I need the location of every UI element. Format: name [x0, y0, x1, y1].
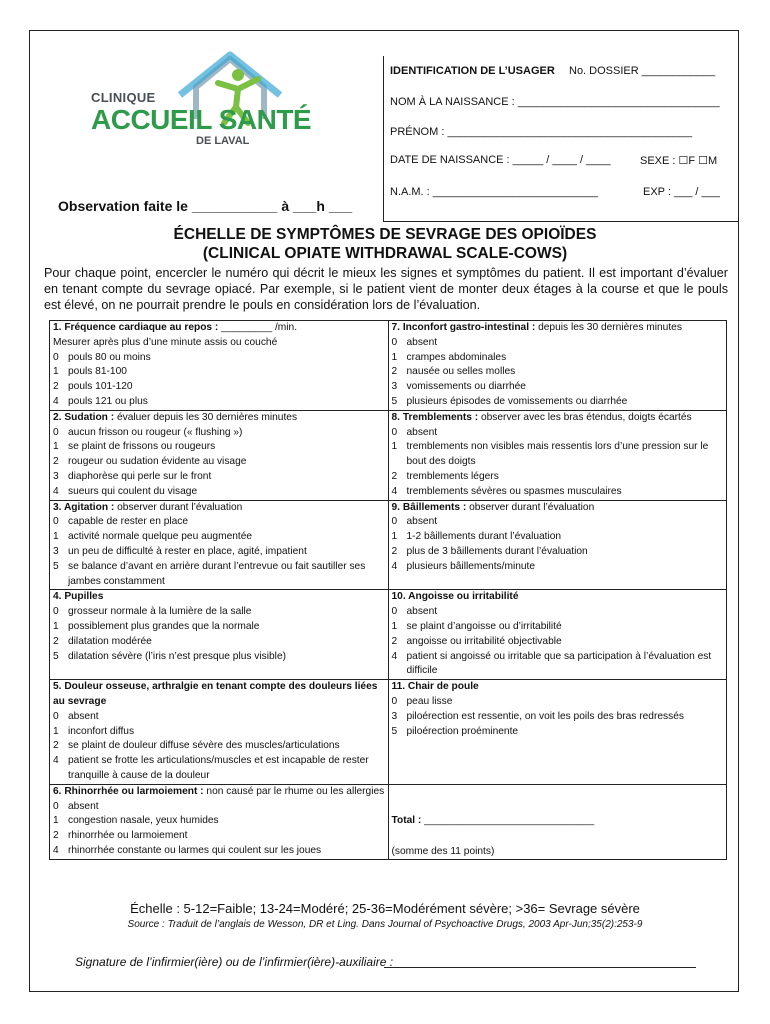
item-heading-text: évaluer depuis les 30 dernières minutes — [114, 411, 298, 423]
table-row — [50, 500, 727, 590]
score-option[interactable] — [53, 365, 385, 380]
score-description: congestion nasale, yeux humides — [68, 815, 219, 827]
score-number: 0 — [391, 336, 398, 348]
score-number: 1 — [391, 441, 398, 453]
score-number: 2 — [53, 830, 59, 842]
scale-item-cell — [50, 590, 389, 680]
score-option[interactable] — [392, 650, 724, 680]
logo-line3: DE LAVAL — [196, 135, 250, 147]
score-description: se balance d’avant en arrière durant l’entrevue ou fait sautiller ses jambes constamment — [68, 560, 366, 587]
score-number: 0 — [391, 606, 398, 618]
score-number: 0 — [53, 426, 59, 438]
score-option[interactable] — [53, 455, 385, 470]
score-description: pouls 121 ou plus — [68, 395, 148, 407]
score-description: crampes abdominales — [406, 351, 507, 363]
item-heading-bold: 11. Chair de poule — [391, 681, 479, 693]
score-number: 0 — [53, 800, 59, 812]
item-subtext: Mesurer après plus d’une minute assis ou couché — [53, 336, 278, 348]
score-description: inconfort diffus — [68, 725, 135, 737]
score-option[interactable] — [392, 620, 724, 635]
score-description: nausée ou selles molles — [406, 366, 516, 378]
score-option[interactable] — [53, 844, 385, 859]
score-option[interactable] — [392, 336, 724, 351]
score-option[interactable] — [53, 440, 385, 455]
score-option[interactable] — [53, 650, 385, 665]
score-option[interactable] — [392, 515, 724, 530]
identification-panel — [383, 56, 739, 222]
date-naissance-field[interactable]: DATE DE NAISSANCE : _____ / ____ / ____ — [390, 154, 611, 166]
scale-legend: Échelle : 5-12=Faible; 13-24=Modéré; 25-36=Modérément sévère; >36= Sevrage sévère — [130, 901, 640, 916]
item-heading-text: _________ /min. — [218, 322, 298, 333]
item-heading-bold: 10. Angoisse ou irritabilité — [391, 591, 519, 603]
item-heading — [392, 321, 724, 336]
score-description: tremblements sévères ou spasmes musculaires — [406, 485, 622, 497]
page-title: ÉCHELLE DE SYMPTÔMES DE SEVRAGE DES OPIOÏDES — [173, 226, 597, 243]
score-description: peau lisse — [406, 695, 453, 707]
score-option[interactable] — [392, 395, 724, 410]
item-heading-text: observer durant l’évaluation — [114, 501, 243, 513]
score-number: 4 — [53, 395, 59, 407]
logo-line1: CLINIQUE — [91, 90, 156, 105]
score-description: absent — [406, 516, 438, 528]
score-option[interactable] — [53, 754, 385, 784]
score-number: 1 — [391, 531, 398, 543]
score-option[interactable] — [53, 395, 385, 410]
score-option[interactable] — [53, 739, 385, 754]
score-description: rougeur ou sudation évidente au visage — [68, 456, 247, 468]
page-subtitle: (CLINICAL OPIATE WITHDRAWAL SCALE-COWS) — [202, 245, 568, 262]
item-heading-bold: 4. Pupilles — [53, 591, 104, 603]
signature-label: Signature de l’infirmier(ière) ou de l’infirmier(ière)-auxiliaire : — [75, 955, 394, 969]
score-number: 4 — [53, 755, 59, 767]
table-row — [50, 680, 727, 785]
item-heading-bold: 8. Tremblements : — [391, 411, 479, 423]
score-description: patient si angoissé ou irritable que sa participation à l’évaluation est difficile — [406, 650, 712, 677]
item-heading-bold: 5. Douleur osseuse, arthralgie en tenant compte des douleurs liées au sevrage — [53, 681, 378, 707]
score-number: 3 — [391, 381, 398, 393]
score-option[interactable] — [53, 545, 385, 560]
score-number: 0 — [53, 516, 59, 528]
score-option[interactable] — [53, 426, 385, 441]
score-description: dilatation modérée — [68, 635, 152, 647]
score-description: grosseur normale à la lumière de la salle — [68, 606, 252, 618]
score-number: 2 — [53, 740, 59, 752]
score-option[interactable] — [392, 440, 724, 470]
score-number: 2 — [53, 381, 59, 393]
score-number: 5 — [53, 560, 59, 572]
score-option[interactable] — [392, 710, 724, 725]
score-number: 1 — [53, 441, 59, 453]
score-option[interactable] — [53, 620, 385, 635]
total-spacer — [392, 829, 724, 845]
scale-item-cell — [50, 410, 389, 500]
score-number: 4 — [391, 560, 398, 572]
score-option[interactable] — [53, 485, 385, 500]
score-description: piloérection est ressentie, on voit les poils des bras redressés — [406, 710, 684, 722]
exp-field[interactable]: EXP : ___ / ___ — [643, 186, 720, 198]
score-description: aucun frisson ou rougeur (« flushing ») — [68, 426, 243, 438]
item-heading-bold: 9. Bâillements : — [391, 501, 467, 513]
score-option[interactable] — [53, 800, 385, 815]
total-spacer — [392, 785, 724, 814]
signature-line[interactable] — [384, 967, 696, 968]
score-number: 1 — [53, 620, 59, 632]
instructions-text: Pour chaque point, encercler le numéro qui décrit le mieux les signes et symptômes du patient. Il est important d’évaluer en tenant compte du sevrage opiacé. Par exemple, si le patient vient de monter deux étages à la course et que le pouls est élevé, on ne pourrait prendre le pouls en considération lors de l’évaluation. — [44, 266, 728, 312]
table-row — [50, 321, 727, 411]
sexe-field[interactable]: SEXE : ☐F ☐M — [640, 155, 718, 167]
score-number: 1 — [53, 725, 59, 737]
score-number: 3 — [53, 545, 59, 557]
score-description: diaphorèse qui perle sur le front — [68, 470, 212, 482]
item-heading-text: observer avec les bras étendus, doigts écartés — [478, 411, 692, 423]
total-row — [392, 814, 724, 829]
score-number: 1 — [53, 531, 59, 543]
score-description: 1-2 bâillements durant l’évaluation — [406, 531, 562, 543]
item-heading — [53, 411, 385, 426]
score-option[interactable] — [392, 365, 724, 380]
item-heading — [53, 501, 385, 516]
score-description: plus de 3 bâillements durant l’évaluation — [406, 545, 588, 557]
score-number: 3 — [391, 710, 398, 722]
score-number: 0 — [391, 516, 398, 528]
score-option[interactable] — [53, 635, 385, 650]
score-description: se plaint de frissons ou rougeurs — [68, 441, 216, 453]
score-number: 3 — [53, 470, 59, 482]
item-heading-bold: 7. Inconfort gastro-intestinal : — [391, 322, 536, 333]
score-number: 1 — [391, 351, 398, 363]
score-description: pouls 80 ou moins — [68, 351, 151, 363]
score-description: vomissements ou diarrhée — [406, 381, 526, 393]
scale-item-cell — [388, 784, 727, 860]
score-option[interactable] — [392, 605, 724, 620]
table-row — [50, 410, 727, 500]
score-option[interactable] — [53, 515, 385, 530]
score-description: se plaint d’angoisse ou d’irritabilité — [406, 620, 562, 632]
score-option[interactable] — [392, 470, 724, 485]
score-option[interactable] — [392, 380, 724, 395]
item-heading — [392, 501, 724, 516]
score-description: un peu de difficulté à rester en place, agité, impatient — [68, 545, 307, 557]
score-option[interactable] — [392, 485, 724, 500]
score-option[interactable] — [53, 829, 385, 844]
score-number: 0 — [53, 606, 59, 618]
score-description: absent — [406, 606, 438, 618]
score-description: se plaint de douleur diffuse sévère des muscles/articulations — [68, 740, 340, 752]
score-number: 0 — [53, 710, 59, 722]
score-option[interactable] — [53, 530, 385, 545]
score-description: rhinorrhée ou larmoiement — [68, 830, 188, 842]
item-heading-text: observer durant l’évaluation — [466, 501, 595, 513]
score-number: 5 — [53, 650, 59, 662]
score-description: pouls 81-100 — [68, 366, 127, 378]
score-number: 2 — [53, 635, 59, 647]
score-option[interactable] — [392, 695, 724, 710]
source-citation: Source : Traduit de l’anglais de Wesson, DR et Ling. Dans Journal of Psychoactive Drugs, 2003 Apr-Jun;35(2):253-9 — [127, 919, 643, 930]
score-description: capable de rester en place — [68, 516, 189, 528]
item-heading — [392, 590, 724, 605]
score-option[interactable] — [53, 710, 385, 725]
score-option[interactable] — [392, 635, 724, 650]
score-description: dilatation sévère (l’iris n’est presque plus visible) — [68, 650, 286, 662]
total-note: (somme des 11 points) — [391, 845, 495, 857]
item-heading — [392, 680, 724, 695]
score-option[interactable] — [53, 560, 385, 590]
score-number: 0 — [53, 351, 59, 363]
logo-line2: ACCUEIL SANTÉ — [91, 104, 312, 135]
score-option[interactable] — [392, 560, 724, 575]
score-description: plusieurs bâillements/minute — [406, 560, 536, 572]
score-description: rhinorrhée constante ou larmes qui coulent sur les joues — [68, 844, 322, 856]
score-option[interactable] — [53, 814, 385, 829]
nom-field[interactable]: NOM À LA NAISSANCE : _________________________________ — [390, 96, 720, 108]
score-number: 2 — [391, 635, 398, 647]
score-number: 5 — [391, 395, 398, 407]
item-heading-bold: 1. Fréquence cardiaque au repos : — [53, 322, 219, 333]
score-number: 0 — [391, 426, 398, 438]
item-heading-text: non causé par le rhume ou les allergies — [203, 785, 385, 797]
scale-item-cell — [50, 784, 389, 860]
scale-item-cell — [50, 680, 389, 785]
item-heading-bold: 6. Rhinorrhée ou larmoiement : — [53, 785, 204, 797]
score-option[interactable] — [392, 530, 724, 545]
dossier-field[interactable]: No. DOSSIER ____________ — [569, 65, 716, 77]
score-number: 1 — [53, 815, 59, 827]
item-heading — [53, 590, 385, 605]
score-description: piloérection proéminente — [406, 725, 519, 737]
score-description: absent — [68, 800, 99, 812]
total-label: Total : — [391, 814, 422, 826]
score-option[interactable] — [53, 725, 385, 740]
score-description: patient se frotte les articulations/muscles et est incapable de rester tranquille à cause de la douleur — [68, 755, 369, 781]
score-description: pouls 101-120 — [68, 381, 133, 393]
score-description: absent — [406, 336, 438, 348]
score-number: 1 — [53, 366, 59, 378]
score-description: possiblement plus grandes que la normale — [68, 620, 260, 632]
score-description: absent — [406, 426, 438, 438]
table-row — [50, 590, 727, 680]
scale-item-cell — [50, 321, 389, 411]
identification-title: IDENTIFICATION DE L’USAGER — [390, 65, 555, 77]
score-description: tremblements non visibles mais ressentis lors d’une pression sur le bout des doigts — [406, 441, 709, 468]
prenom-field[interactable]: PRÉNOM : ________________________________________ — [390, 126, 693, 138]
score-number: 4 — [391, 650, 398, 662]
scale-item-cell — [388, 680, 727, 785]
scale-item-cell — [388, 590, 727, 680]
score-number: 0 — [391, 695, 398, 707]
score-description: plusieurs épisodes de vomissements ou diarrhée — [406, 395, 628, 407]
observation-field[interactable]: Observation faite le ___________ à ___h ___ — [58, 198, 353, 214]
score-number: 4 — [391, 485, 398, 497]
item-heading-text: depuis les 30 dernières minutes — [535, 322, 682, 333]
score-option[interactable] — [53, 351, 385, 366]
score-number: 5 — [391, 725, 398, 737]
scale-item-cell — [388, 410, 727, 500]
nam-field[interactable]: N.A.M. : ___________________________ — [390, 186, 598, 198]
score-description: tremblements légers — [406, 470, 499, 482]
score-option[interactable] — [53, 605, 385, 620]
score-number: 2 — [391, 366, 398, 378]
score-description: activité normale quelque peu augmentée — [68, 531, 253, 543]
score-number: 4 — [53, 844, 59, 856]
scale-item-cell — [50, 500, 389, 590]
score-number: 4 — [53, 485, 59, 497]
score-description: absent — [68, 710, 99, 722]
score-option[interactable] — [53, 380, 385, 395]
item-heading — [53, 680, 385, 710]
scale-item-cell — [388, 500, 727, 590]
score-description: angoisse ou irritabilité objectivable — [406, 635, 562, 647]
cows-scale-table — [49, 320, 727, 860]
item-heading — [53, 321, 385, 336]
score-description: sueurs qui coulent du visage — [68, 485, 198, 497]
score-number: 1 — [391, 620, 398, 632]
score-option[interactable] — [392, 545, 724, 560]
score-number: 2 — [391, 470, 398, 482]
item-heading — [392, 411, 724, 426]
item-heading-bold: 2. Sudation : — [53, 411, 115, 423]
item-heading-bold: 3. Agitation : — [53, 501, 115, 513]
scale-item-cell — [388, 321, 727, 411]
total-field[interactable]: ______________________________ — [421, 814, 595, 826]
item-heading — [53, 785, 385, 800]
score-option[interactable] — [53, 470, 385, 485]
score-number: 2 — [391, 545, 398, 557]
score-option[interactable] — [392, 351, 724, 366]
score-option[interactable] — [392, 426, 724, 441]
score-number: 2 — [53, 456, 59, 468]
score-option[interactable] — [392, 725, 724, 740]
table-row — [50, 784, 727, 860]
